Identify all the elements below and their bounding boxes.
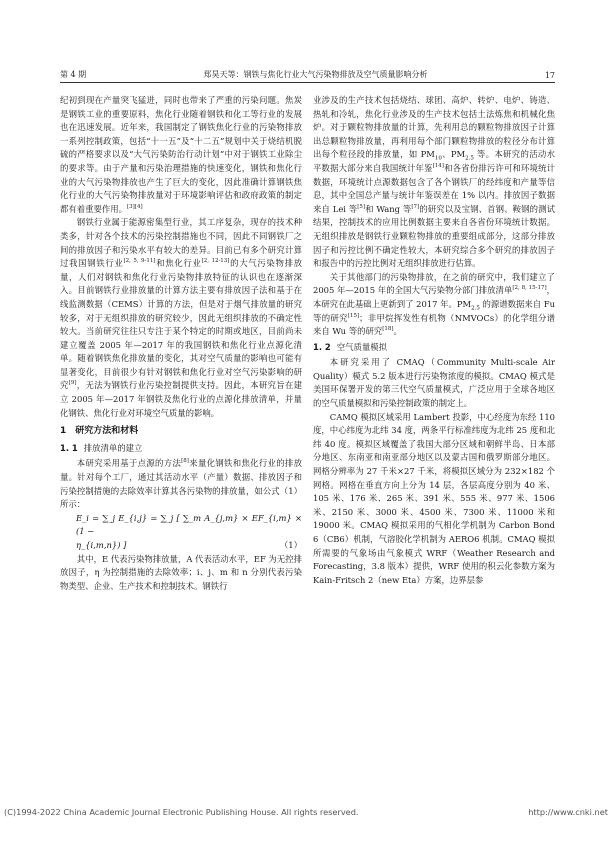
running-header [60,66,555,80]
paragraph: 关于其他部门的污染物排放，在之前的研究中，我们建立了 2005 年—2015 年的全国大气污染物分部门排放清单[2, 8, 15-17]，本研究在此基础上更新到了 2017 年。$PM_{2.5}$ 的源谱数据来自 Fu 等的研究[15]；非甲烷挥发性有机物（NMVOCs）的化学组分谱来自 Wu 等的研究[18]。 [313,271,556,337]
running-title: 郑昊天等：钢铁与焦化行业大气污染物排放及空气质量影响分析 [203,70,428,79]
citation[interactable]: [18] [382,326,394,333]
paragraph: 钢铁行业属于能源密集型行业，其工序复杂，现存的技术种类多，针对各个技术的污染控制措施也不同，因此不同钢铁厂之间的排放因子和污染水平有较大的差异。目前已有多个研究计算过我国钢铁行业[2, 5, 9-11]和焦化行业[2, 12-13]的大气污染物排放量，人们对钢铁和焦化行业污染物排放特征的认识也在逐渐深入。目前钢铁行业排放量的计算方法主要有排放因子法和基于在线监测数据（CEMS）计算的方法，但是对于烟气排放量的研究较多，对于无组织排放的研究较少，因此无组织排放的不确定性较大。当前研究往往只专注于某个特定的时期或地区，目前尚未建立覆盖 2005 年—2017 年的我国钢铁和焦化行业点源化清单。随着钢铁焦化排放量的变化，其对空气质量的影响也可能有显著变化，目前很少有针对钢铁和焦化行业对空气污染影响的研究[9]，无法为钢铁行业污染控制提供支持。因此，本研究旨在建立 2005 年—2017 年钢铁及焦化行业的点源化排放清单，并量化钢铁、焦化行业对环境空气质量的影响。 [60,217,303,418]
subsection-heading: 1. 2 空气质量模拟 [313,341,388,352]
citation[interactable]: [15] [347,312,360,319]
equation-continued: η_{i,m,n}) ] （1） [60,539,302,553]
citation[interactable]: [2, 12-13] [201,258,230,265]
header-rule [60,82,555,83]
left-column [60,94,302,593]
equation: E_i = ∑_j E_{i,j} = ∑_j [ ∑_m A_{j,m} × EF_{i,m} × (1 − [76,512,302,537]
citation[interactable]: [2, 5, 9-11] [123,258,156,265]
issue-number: 第 4 期 [60,70,87,79]
citation[interactable]: [8] [181,458,189,465]
paragraph: CAMQ 模拟区域采用 Lambert 投影，中心经度为东经 110 度，中心纬度为北纬 34 度，两条平行标准纬度为北纬 25 度和北纬 40 度。模拟区域覆盖了我国大部分区域和朝鲜半岛、日本部分地区、东南亚和南亚部分地区以及蒙古国和俄罗斯部分地区。网格分辨率为 27 千米×27 千米，将模拟区域分为 232×182 个网格。网格在垂直方向上分为 14 层，各层高度分别为 40 米、105 米、176 米、265 米、391 米、555 米、977 米、1506 米、2150 米、3000 米、4500 米、7300 米、11000 米和 19000 米。CMAQ 模拟采用的气相化学机制为 Carbon Bond 6（CB6）机制，气溶胶化学机制为 AERO6 机制。CMAQ 模拟所需要的气象场由气象模式 WRF（Weather Research and Forecasting，3.8 版本）提供，WRF 使用的积云化参数方案为 Kain-Fritsch 2（new Eta）方案，边界层参 [313,411,555,585]
page-number: 17 [544,71,555,80]
paragraph: 本研究采用了 CMAQ（Community Multi-scale Air Quality）模式 5.2 版本进行污染物浓度的模拟。CMAQ 模式是美国环保署开发的第三代空气质量模式，广泛应用于全球各地区的空气质量模拟和污染控制政策的制定上。 [313,357,555,409]
citation[interactable]: [9] [68,380,77,387]
citation[interactable]: [14] [432,163,444,170]
equation-number: （1） [279,540,302,550]
citation[interactable]: [2, 8, 15-17] [512,285,547,292]
paragraph: 纪初到现在产量突飞猛进，同时也带来了严重的污染问题。焦炭是钢铁工业的重要原料，焦化行业随着钢铁和化工等行业的发展也在迅速发展。近年来，我国制定了钢铁焦化行业的污染物排放一系列控制政策，包括“十一五”及“十二五”规划中关于烧结机脱硫的严格要求以及“大气污染防治行动计划”中对于钢铁工业除尘的要求等。由于产量和污染治理措施的快速变化，钢铁和焦化行业的大气污染物排放也产生了巨大的变化，因此准确计算钢铁焦化行业的大气污染物排放量对于环境影响评估和政府政策的制定都有着重要作用。[3][4] [60,95,302,214]
site-url[interactable]: http://www.cnki.net [528,807,608,817]
right-column [313,94,555,587]
section-heading: 1 研究方法和材料 [60,426,139,437]
subsection-heading: 1. 1 排放清单的建立 [60,442,143,453]
paragraph: 本研究采用基于点源的方法[8]来量化钢铁和焦化行业的排放量。针对每个工厂，通过其活动水平（产量）数据、排放因子和污染控制措施的去除效率计算其各污染物的排放量，如公式（1）所示： [60,458,303,510]
copyright-text: (C)1994-2022 China Academic Journal Electronic Publishing House. All rights reserved. [4,807,359,817]
paragraph: 其中，E 代表污染物排放量，A 代表活动水平，EF 为无控排放因子，η 为控制措施的去除效率；i、j、m 和 n 分别代表污染物类型、企业、生产技术和控制技术。钢铁行 [60,553,302,591]
citation[interactable]: [3] [127,203,135,210]
paragraph: 业涉及的生产技术包括烧结、球团、高炉、转炉、电炉、铸造、热轧和冷轧，焦化行业涉及的生产技术包括土法炼焦和机械化焦炉。对于颗粒物排放量的计算，先利用总的颗粒物排放因子计算出总颗粒物排放量，再利用每个部门颗粒物排放的粒径分布计算出每个粒径段的排放量，如 $PM_{10}$、$PM_{2.5}$ 等。本研究的活动水平数据大部分来自我国统计年鉴[14]和各省份排污许可和环境统计数据，环境统计点源数据包含了各个钢铁厂的经纬度和产量等信息，其中全国总产量与统计年鉴误差在 1% 以内。排放因子数据来自 Lei 等[5]和 Wang 等[7]的研究以及宝钢、首钢、鞍钢的测试结果，控制技术的应用比例数据主要来自各省份环境统计数据。无组织排放是钢铁行业颗粒物排放的重要组成部分，这部分排放因子和污控比例不确定性较大，本研究综合多个研究的排放因子和报告中的污控比例对无组织排放进行估算。 [313,95,556,269]
citation[interactable]: [5] [357,203,366,210]
citation[interactable]: [4] [134,203,143,210]
citation[interactable]: [7] [411,203,420,210]
copyright-footer [4,807,608,817]
